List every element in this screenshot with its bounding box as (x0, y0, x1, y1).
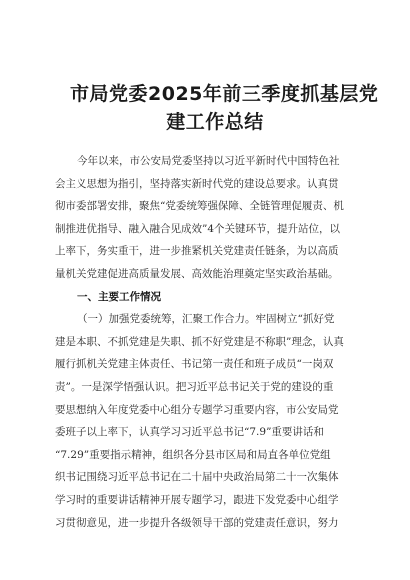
paragraph-line: 责”。一是深学悟强认识。把习近平总书记关于党的建设的重 (55, 380, 334, 393)
paragraph-line: 彻市委部署安排，聚焦“党委统筹强保障、全链管理促履责、机 (55, 200, 344, 213)
paragraph-line: 上率下，务实重干，进一步推紧机关党建责任链条，为以高质 (55, 245, 339, 258)
section-heading: 一、主要工作情况 (77, 290, 161, 303)
paragraph-line: 委班子以上率下，认真学习习近平总书记“7.9”重要讲话和 (55, 426, 324, 439)
paragraph-line: 学习时的重要讲话精神开展专题学习，跟进下发党委中心组学 (55, 493, 339, 506)
paragraph-line: （一）加强党委统筹，汇聚工作合力。牢固树立“抓好党 (77, 313, 335, 326)
paragraph-line: 习贯彻意见，进一步提升各级领导干部的党建责任意识，努力 (55, 516, 339, 529)
paragraph-line: 量机关党建促进高质量发展、高效能治理奠定坚实政治基础。 (55, 267, 339, 280)
paragraph-line: “7.29”重要指示精神，组织各分县市区局和局直各单位党组 (55, 448, 331, 461)
title-line: 市局党委2025年前三季度抓基层党 (70, 83, 379, 105)
paragraph-line: 织书记围绕习近平总书记在二十届中央政治局第二十一次集体 (55, 471, 339, 484)
paragraph-line: 今年以来，市公安局党委坚持以习近平新时代中国特色社 (77, 155, 340, 167)
title-line: 建工作总结 (166, 111, 264, 133)
paragraph-line: 要思想纳入年度党委中心组分专题学习重要内容，市公安局党 (55, 403, 339, 416)
paragraph-line: 履行抓机关党建主体责任、书记第一责任和班子成员“一岗双 (55, 358, 334, 371)
paragraph-line: 建是本职、不抓党建是失职、抓不好党建是不称职”理念，认真 (55, 335, 344, 348)
document-body (55, 150, 355, 534)
document-title (70, 80, 379, 136)
paragraph-line: 制推进优指导、融入融合见成效”4个关键环节，提升站位，以 (55, 222, 341, 235)
paragraph-line: 会主义思想为指引，坚持落实新时代党的建设总要求。认真贯 (55, 177, 339, 190)
